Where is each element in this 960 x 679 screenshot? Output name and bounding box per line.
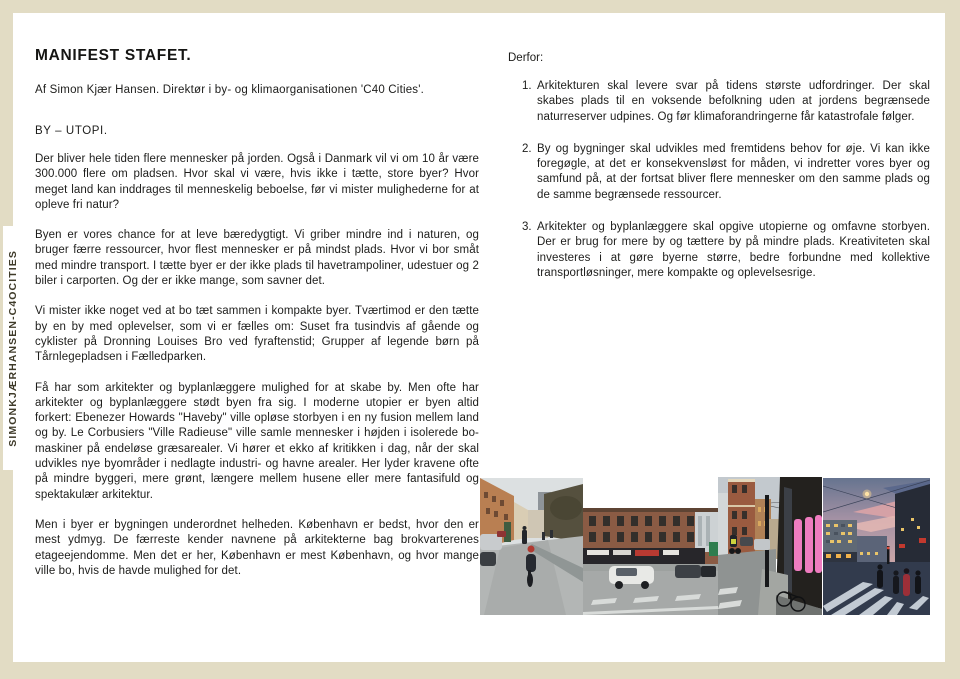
- paragraph: Men i byer er bygningen underordnet helheden. København er bedst, hvor den er mest ydmyg. De færreste kender navnene på arkitekterne bag brokvarterenes etageejendomme. Men det er her, København er mest København, og hvor mange ville bo, hvis de havde mulighed for det.: [35, 518, 479, 577]
- copenhagen-crossing-dusk-photo: [823, 478, 930, 615]
- paragraph: Byen er vores chance for at leve bæredygtigt. Vi griber mindre ind i naturen, og bruger færre ressourcer, hvor flest mennesker er på mindst plads. Hvor vi bor småt med mindre transport. I tætte byer er der ikke plads til havetrampoliner, udestuer og 2 biler i carporten. Og der er ikke mange, som savner det.: [35, 229, 479, 288]
- item-text: Arkitekter og byplanlæggere skal opgive utopierne og omfavne storbyen. Der er brug for mere by og tættere by på mindre plads. Kreativiteten skal investeres i at gøre byerne større, bedre forbundne med kollektive transportløsninger, mere kompakte og oplevelsesrige.: [537, 221, 930, 279]
- left-text-column: [35, 47, 479, 594]
- copenhagen-street-pink-graffiti-photo: [718, 477, 822, 615]
- manifesto-item: [508, 79, 930, 125]
- right-text-column: [508, 52, 930, 298]
- paragraph: Vi mister ikke noget ved at bo tæt sammen i kompakte byer. Tværtimod er den tætte by en by med oplevelser, som vi er fælles om: Suset fra tusindvis af gående og cyklister på Dronning Louises Bro ved fyraftenstid; Grupper af legende børn på Tårnlegepladsen i Fælledparken.: [35, 305, 479, 364]
- author-vertical-tab: [3, 226, 23, 470]
- author-vertical-text: SIMONKJÆRHANSEN-C4OCITIES: [7, 249, 19, 447]
- page-title: MANIFEST STAFET.: [35, 47, 192, 64]
- item-number: 1.: [522, 80, 532, 92]
- paragraph: Få har som arkitekter og byplanlæggere mulighed for at skabe by. Men ofte har arkitekter og byplanlæggere stødt byen fra sig. I moderne utopier er byen altid forkert: Ebenezer Howards "Haveby" ville opløse storbyen i en ny fusion mellem land og by. Le Corbusiers "Ville Radieuse" ville samle mennesker i højden i isolerede bo-maskiner på endeløse græsarealer. Vi hører et ekko af kritikken i dag, når der skal udvikles nye byområder i nedlagte industri- og havne arealer. Her lyder kravene ofte på mindre byggeri, mere grønt, længere mellem husene eller mere fantasifuld og spektakulær arkitektur.: [35, 381, 479, 501]
- copenhagen-street-shops-photo: [583, 508, 718, 615]
- manifesto-item: [508, 220, 930, 281]
- byline: Af Simon Kjær Hansen. Direktør i by- og klimaorganisationen 'C40 Cities'.: [35, 84, 425, 96]
- item-number: 2.: [522, 142, 532, 155]
- copenhagen-street-cyclist-photo: [480, 478, 583, 615]
- paragraph: Der bliver hele tiden flere mennesker på jorden. Også i Danmark vil vi om 10 år være 300.000 flere om pladsen. Hvor skal vi være, hvis ikke i tætte, store byer? Hvor meget land kan inddrages til menneskelig beboelse, før vi mister mulighederne for at opleve fri natur?: [35, 153, 479, 211]
- item-text: By og bygninger skal udvikles med fremtidens behov for øje. Vi kan ikke foregøgle, at det er konsekvensløst for måden, vi indretter vores byer og samfund på, at der fortsat bliver flere mennesker om den samme plads og de samme begrænsede ressourcer.: [537, 142, 930, 201]
- item-text: Arkitekturen skal levere svar på tidens største udfordringer. Der skal skabes plads til en voksende befolkning uden at jordens begrænsede naturreserver udpines. Og før klimaforandringerne får katastrofale følger.: [537, 80, 930, 123]
- section-heading: BY – UTOPI.: [35, 125, 108, 137]
- manifesto-heading: Derfor:: [508, 52, 544, 64]
- item-number: 3.: [522, 221, 532, 234]
- manifesto-item: [508, 142, 930, 203]
- article-page: [13, 13, 945, 662]
